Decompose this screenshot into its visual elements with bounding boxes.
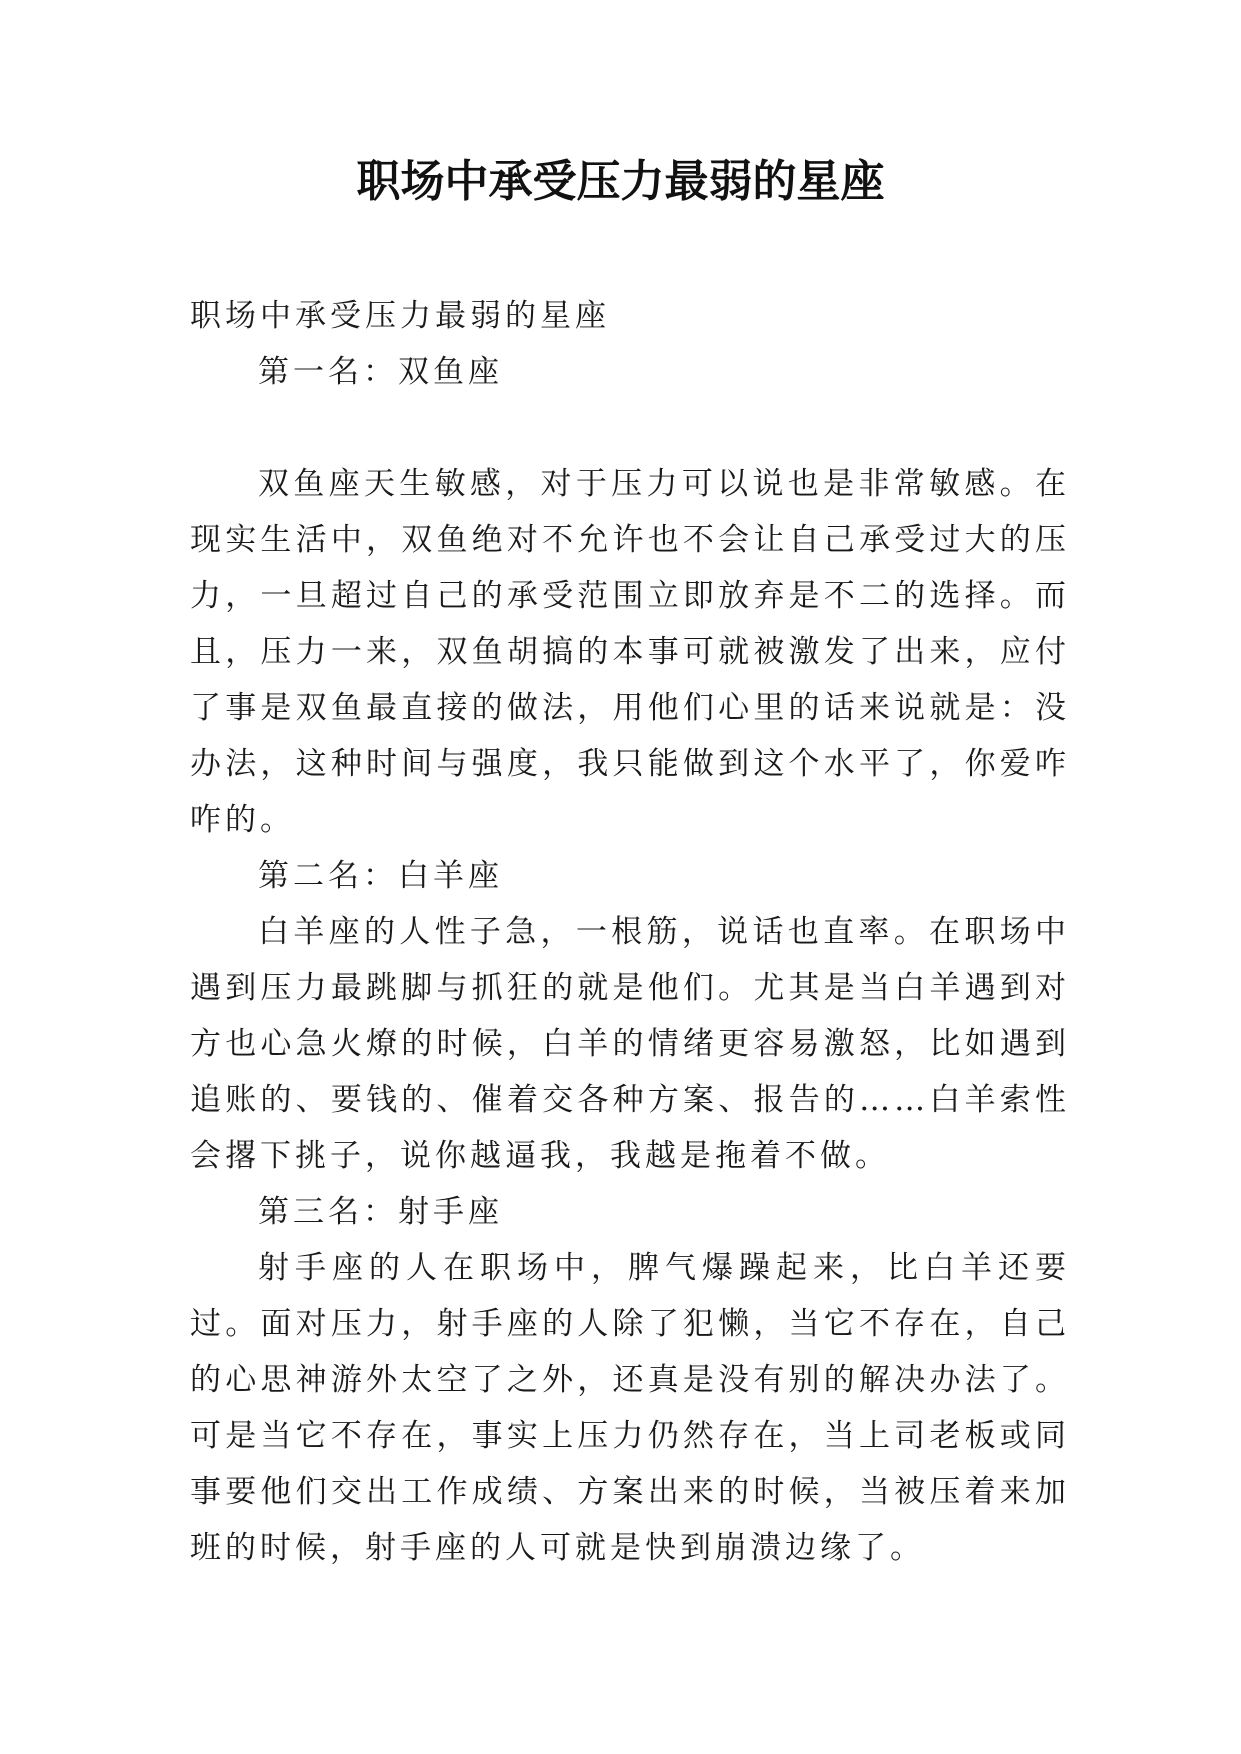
section-body-3: 射手座的人在职场中，脾气爆躁起来，比白羊还要过。面对压力，射手座的人除了犯懒，当它不存在，自己的心思神游外太空了之外，还真是没有别的解决办法了。可是当它不存在，事实上压力仍然存在，当上司老板或同事要他们交出工作成绩、方案出来的时候，当被压着来加班的时候，射手座的人可就是快到崩溃边缘了。 xyxy=(190,1250,1070,1566)
section-heading-2: 第二名：白羊座 xyxy=(258,858,503,894)
section-body-1: 双鱼座天生敏感，对于压力可以说也是非常敏感。在现实生活中，双鱼绝对不允许也不会让自己承受过大的压力，一旦超过自己的承受范围立即放弃是不二的选择。而且，压力一来，双鱼胡搞的本事可就被激发了出来，应付了事是双鱼最直接的做法，用他们心里的话来说就是：没办法，这种时间与强度，我只能做到这个水平了，你爱咋咋的。 xyxy=(190,466,1070,838)
section-heading-3: 第三名：射手座 xyxy=(258,1194,503,1230)
section-heading-1: 第一名：双鱼座 xyxy=(258,354,503,390)
intro-line: 职场中承受压力最弱的星座 xyxy=(190,298,610,334)
spacer xyxy=(190,400,1070,456)
document-title: 职场中承受压力最弱的星座 xyxy=(356,156,885,207)
section-body-2: 白羊座的人性子急，一根筋，说话也直率。在职场中遇到压力最跳脚与抓狂的就是他们。尤其是当白羊遇到对方也心急火燎的时候，白羊的情绪更容易激怒，比如遇到追账的、要钱的、催着交各种方案、报告的……白羊索性会撂下挑子，说你越逼我，我越是拖着不做。 xyxy=(190,914,1070,1174)
document-body xyxy=(190,288,1070,1576)
